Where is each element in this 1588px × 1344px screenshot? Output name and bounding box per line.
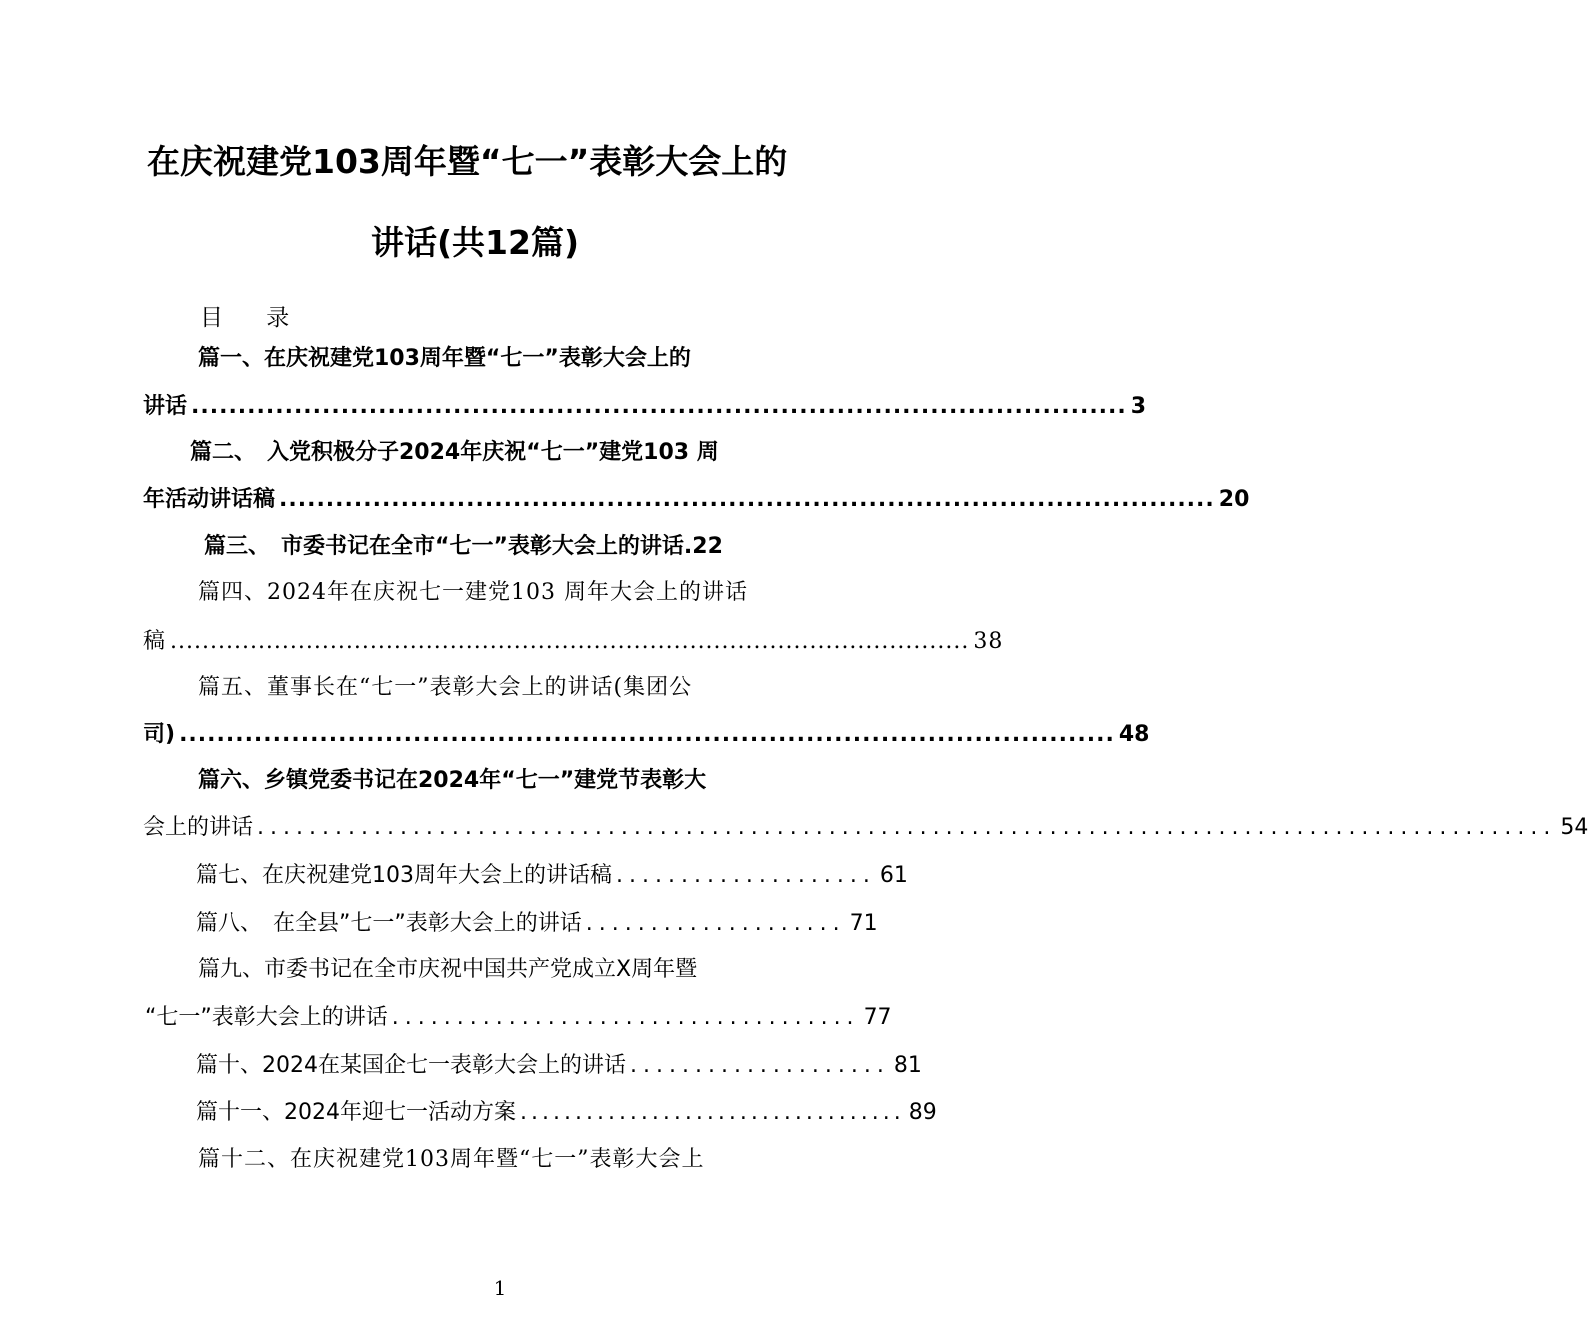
toc-entry-7-page: 61 (879, 863, 908, 888)
toc-entry-1-line-2[interactable] (143, 392, 1147, 422)
toc-entry-4-line-2[interactable] (143, 627, 1004, 657)
toc-entry-3[interactable] (204, 532, 723, 562)
toc-entry-3-page: 22 (692, 534, 723, 559)
toc-entry-1-line-1[interactable]: 篇一、在庆祝建党103周年暨“七一”表彰大会上的 (198, 346, 691, 371)
toc-entry-10-page: 81 (893, 1053, 922, 1078)
toc-entry-10-text: 篇十、2024在某国企七一表彰大会上的讲话 (196, 1053, 626, 1078)
toc-entry-3-text: 篇三、 市委书记在全市“七一”表彰大会上的讲话. (204, 534, 693, 559)
toc-entry-7[interactable] (196, 861, 908, 891)
toc-entry-6-line-2[interactable] (143, 813, 1588, 843)
toc-entry-4-line-1[interactable]: 篇四、2024年在庆祝七一建党103 周年大会上的讲话 (198, 580, 748, 605)
toc-entry-6-text: 会上的讲话 (143, 815, 254, 840)
toc-entry-5-page: 48 (1118, 722, 1150, 747)
toc-entry-5-line-1[interactable]: 篇五、董事长在“七一”表彰大会上的讲话(集团公 (198, 675, 693, 700)
toc-entry-11-page: 89 (908, 1100, 937, 1125)
toc-entry-9-page: 77 (863, 1005, 892, 1030)
toc-leader-dots: .................................................................................................... (257, 815, 1557, 840)
toc-entry-11-text: 篇十一、2024年迎七一活动方案 (196, 1100, 516, 1125)
toc-entry-4-text: 稿 (143, 629, 167, 654)
toc-entry-2-line-1[interactable]: 篇二、 入党积极分子2024年庆祝“七一”建党103 周 (190, 440, 719, 465)
toc-entry-8-page: 71 (849, 911, 878, 936)
toc-entry-9-line-1[interactable]: 篇九、市委书记在全市庆祝中国共产党成立X周年暨 (198, 957, 698, 982)
toc-leader-dots: .................................................................................................... (170, 629, 970, 654)
toc-entry-11[interactable] (196, 1098, 937, 1128)
toc-entry-6-page: 54 (1560, 815, 1588, 840)
toc-entry-8[interactable] (196, 909, 878, 939)
toc-leader-dots: .................... (630, 1053, 890, 1078)
toc-entry-9-line-2[interactable] (145, 1003, 892, 1033)
toc-heading: 目 录 (200, 305, 308, 331)
toc-leader-dots: .................... (616, 863, 876, 888)
toc-entry-1-text: 讲话 (143, 394, 188, 419)
toc-leader-dots: .................... (585, 911, 846, 936)
toc-entry-10[interactable] (196, 1051, 922, 1081)
toc-entry-8-text: 篇八、 在全县”七一”表彰大会上的讲话 (196, 911, 582, 936)
toc-entry-5-line-2[interactable] (143, 720, 1150, 750)
toc-entry-1-page: 3 (1130, 394, 1147, 419)
toc-entry-7-text: 篇七、在庆祝建党103周年大会上的讲话稿 (196, 863, 612, 888)
page-number: 1 (493, 1276, 507, 1300)
toc-leader-dots: .................................................................................................... (191, 394, 1127, 419)
toc-entry-5-text: 司) (143, 722, 176, 747)
toc-entry-9-text: “七一”表彰大会上的讲话 (145, 1005, 388, 1030)
toc-leader-dots: .................................................................................................... (179, 722, 1115, 747)
toc-entry-2-page: 20 (1218, 487, 1250, 512)
toc-entry-2-text: 年活动讲话稿 (143, 487, 276, 512)
document-title-line-1: 在庆祝建党103周年暨“七一”表彰大会上的 (147, 142, 788, 181)
toc-leader-dots: .................................................................................................... (279, 487, 1215, 512)
document-title-line-2: 讲话(共12篇) (370, 223, 580, 262)
toc-entry-2-line-2[interactable] (143, 485, 1250, 515)
toc-entry-12-line-1[interactable]: 篇十二、在庆祝建党103周年暨“七一”表彰大会上 (198, 1147, 705, 1172)
toc-entry-6-line-1[interactable]: 篇六、乡镇党委书记在2024年“七一”建党节表彰大 (198, 768, 707, 793)
toc-leader-dots: ................................... (520, 1100, 905, 1125)
toc-leader-dots: .................................... (391, 1005, 860, 1030)
toc-entry-4-page: 38 (973, 629, 1004, 654)
